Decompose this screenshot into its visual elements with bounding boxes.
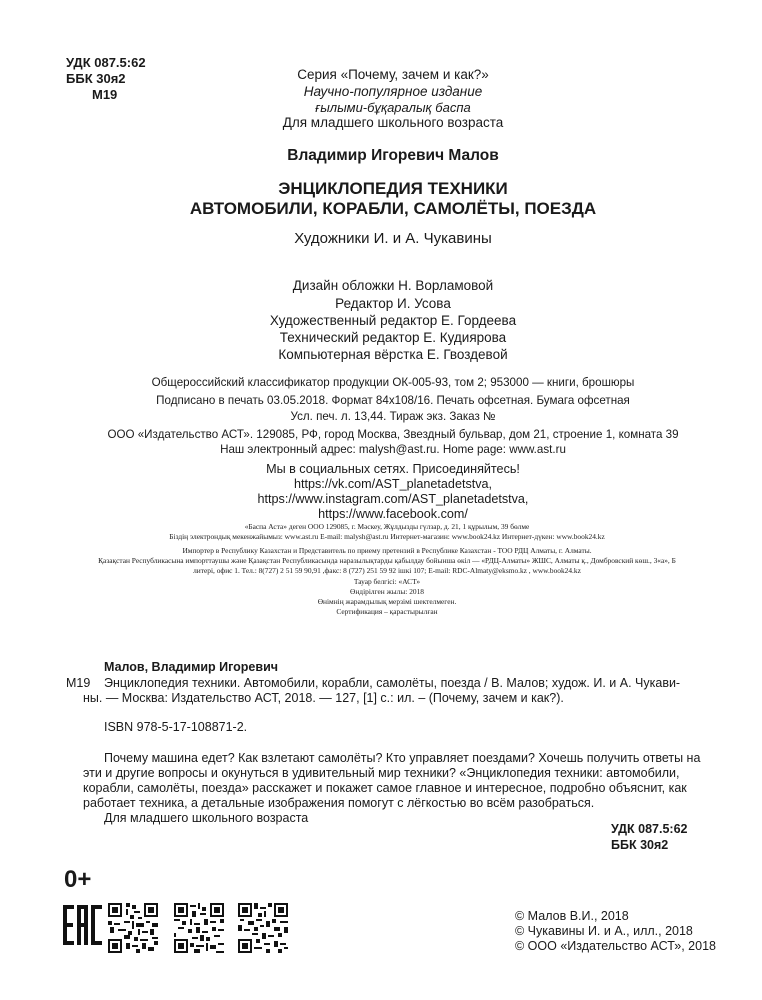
credit-editor: Редактор И. Усова bbox=[335, 296, 451, 311]
print-info-1: Подписано в печать 03.05.2018. Формат 84x108/16. Печать офсетная. Бумага офсетная bbox=[156, 394, 630, 407]
edition-ru: Научно-популярное издание bbox=[303, 84, 483, 99]
print-info-2: Усл. печ. л. 13,44. Тираж экз. Заказ № bbox=[290, 410, 496, 423]
title-line-1: ЭНЦИКЛОПЕДИЯ ТЕХНИКИ bbox=[278, 179, 508, 198]
annotation-audience: Для младшего школьного возраста bbox=[104, 811, 309, 825]
kz-line-4: Қазақстан Республикасына импорттаушы және Қазақстан Республикасында наразылықтарды қабылдау бойынша өкіл — «РДЦ-Алматы» ЖШС, Алматы қ., Домбровский көш., 3«а», Б bbox=[98, 556, 676, 565]
product-classifier: Общероссийский классификатор продукции ОК-005-93, том 2; 953000 — книги, брошюры bbox=[151, 376, 635, 389]
catalog-code: М19 bbox=[66, 676, 91, 690]
series-line: Серия «Почему, зачем и как?» bbox=[297, 67, 489, 82]
credit-tech-editor: Технический редактор Е. Кудиярова bbox=[279, 330, 507, 345]
annotation-line-2: эти и другие вопросы и окунуться в удивительный мир техники? «Энциклопедия техники: автомобили, bbox=[83, 766, 680, 780]
social-vk-link[interactable]: https://vk.com/AST_planetadetstva, bbox=[293, 477, 493, 491]
social-instagram-link[interactable]: https://www.instagram.com/AST_planetadetstva, bbox=[257, 492, 529, 506]
social-heading: Мы в социальных сетях. Присоединяйтесь! bbox=[266, 462, 520, 476]
kz-line-6: Тауар белгісі: «АСТ» bbox=[353, 577, 421, 586]
copyright-author: © Малов В.И., 2018 bbox=[515, 909, 629, 923]
publisher-contacts: Наш электронный адрес: malysh@ast.ru. Home page: www.ast.ru bbox=[220, 443, 566, 456]
age-rating: 0+ bbox=[64, 866, 92, 893]
social-facebook-link[interactable]: https://www.facebook.com/ bbox=[318, 507, 468, 521]
kz-line-8: Өнімнің жарамдылық мерзімі шектелмеген. bbox=[317, 597, 457, 606]
bottom-bbk: ББК 30я2 bbox=[611, 838, 669, 852]
credit-cover-design: Дизайн обложки Н. Ворламовой bbox=[292, 278, 494, 293]
kz-line-3: Импортер в Республику Казахстан и Представитель по приему претензий в Республике Казахстан - ТОО РДЦ Алматы, г. Алматы. bbox=[182, 546, 592, 555]
publisher-address: ООО «Издательство АСТ». 129085, РФ, город Москва, Звездный бульвар, дом 21, строение 1, комната 39 bbox=[107, 428, 679, 441]
catalog-desc-2: ны. — Москва: Издательство АСТ, 2018. — 127, [1] с.: ил. – (Почему, зачем и как?). bbox=[83, 691, 564, 705]
title-line-2: АВТОМОБИЛИ, КОРАБЛИ, САМОЛЁТЫ, ПОЕЗДА bbox=[189, 199, 597, 218]
copyright-publisher: © ООО «Издательство АСТ», 2018 bbox=[515, 939, 716, 953]
udk-code: УДК 087.5:62 bbox=[66, 55, 146, 70]
author-name: Владимир Игоревич Малов bbox=[287, 147, 499, 164]
kz-line-7: Өндірілген жылы: 2018 bbox=[350, 587, 424, 596]
qr-code-icon bbox=[108, 903, 158, 953]
qr-code-icon bbox=[174, 903, 224, 953]
bottom-udk: УДК 087.5:62 bbox=[611, 822, 688, 836]
eac-mark-icon bbox=[63, 905, 103, 945]
illustrators: Художники И. и А. Чукавины bbox=[294, 230, 492, 247]
kz-line-2: Біздің электрондық мекенжайымыз: www.ast.ru E-mail: malysh@ast.ru Интернет-магазин: www.book24.kz Интернет-дүкен: www.book24.kz bbox=[169, 532, 605, 541]
catalog-author: Малов, Владимир Игоревич bbox=[104, 660, 279, 674]
kz-line-1: «Баспа Аста» деген ООО 129085, г. Мәскеу, Жұлдызды гүлзар, д. 21, 1 құрылым, 39 бөлме bbox=[244, 522, 530, 531]
audience-top: Для младшего школьного возраста bbox=[282, 115, 504, 130]
credit-layout: Компьютерная вёрстка Е. Гвоздевой bbox=[278, 347, 508, 362]
credit-art-editor: Художественный редактор Е. Гордеева bbox=[269, 313, 517, 328]
qr-code-icon bbox=[238, 903, 288, 953]
copyright-illustrators: © Чукавины И. и А., илл., 2018 bbox=[515, 924, 693, 938]
author-mark: М19 bbox=[92, 87, 118, 102]
annotation-line-3: корабли, самолёты, поезда» расскажет и покажет самое главное и интересное, подробно объяснит, как bbox=[83, 781, 687, 795]
kz-line-5: литері, офис 1. Тел.: 8(727) 2 51 59 90,91 ,факс: 8 (727) 251 59 92 ішкі 107; E-mail: RDC-Almaty@eksmo.kz , www.book24.kz bbox=[193, 566, 581, 575]
bbk-code: ББК 30я2 bbox=[66, 71, 126, 86]
catalog-desc-1: Энциклопедия техники. Автомобили, корабли, самолёты, поезда / В. Малов; худож. И. и А. Чукави- bbox=[104, 676, 681, 690]
kz-line-9: Сертификация – қарастырылған bbox=[336, 607, 438, 616]
edition-kz: ғылыми-бұқаралық баспа bbox=[315, 100, 471, 115]
annotation-line-4: работает техника, а детальные изображения помогут с лёгкостью во всём разобраться. bbox=[83, 796, 595, 810]
isbn: ISBN 978-5-17-108871-2. bbox=[104, 720, 248, 734]
annotation-line-1: Почему машина едет? Как взлетают самолёты? Кто управляет поездами? Хочешь получить ответы на bbox=[104, 751, 701, 765]
